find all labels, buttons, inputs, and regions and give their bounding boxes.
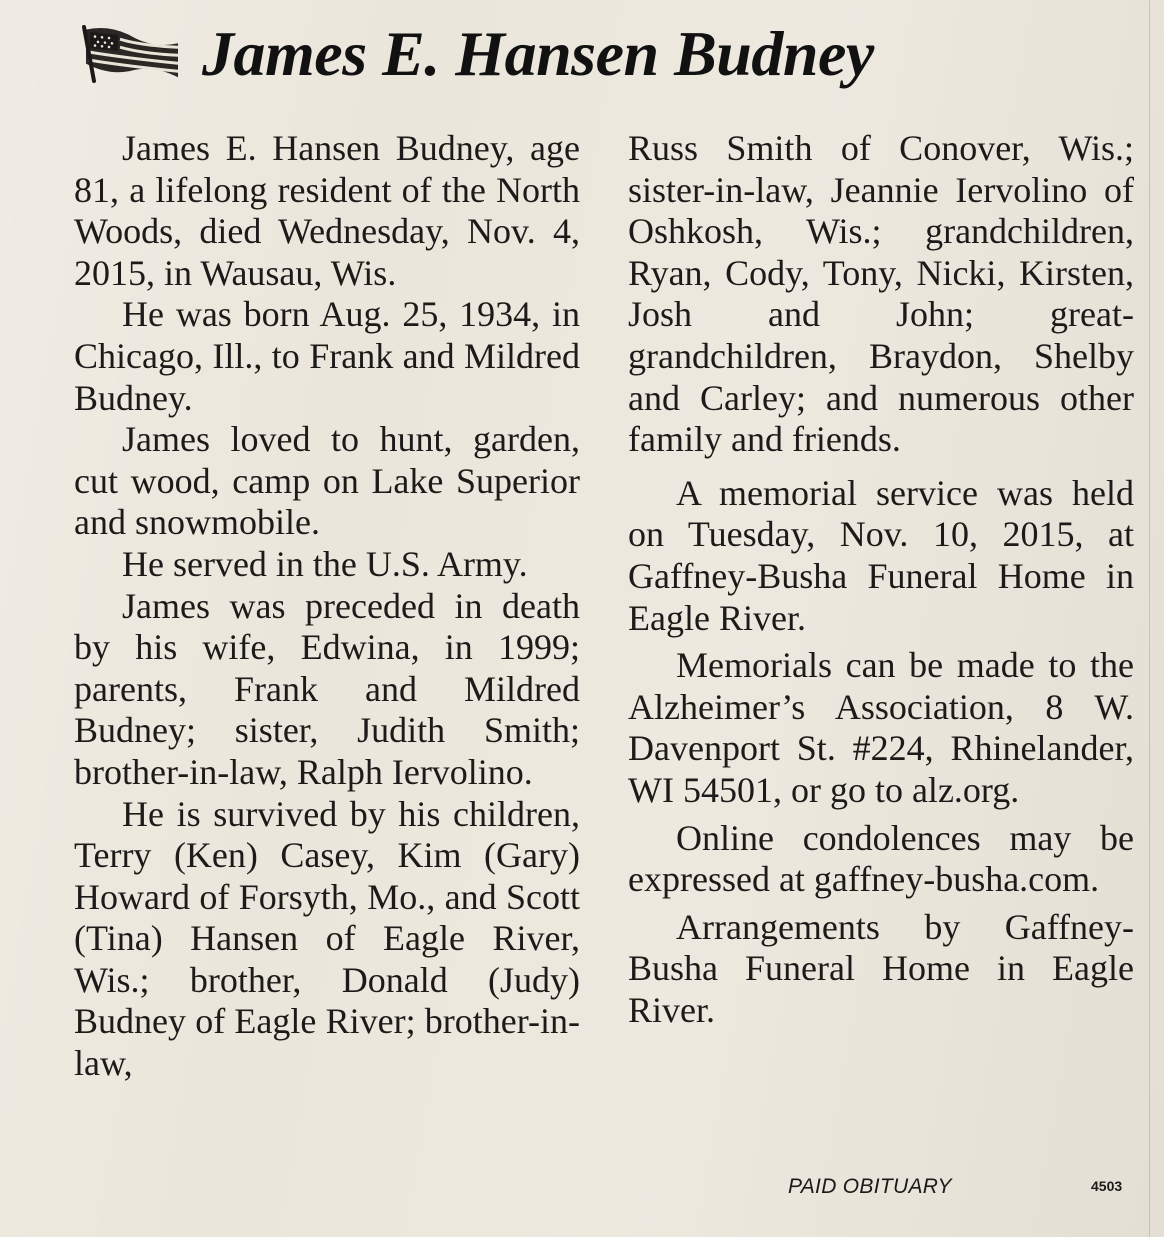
paragraph-death-notice: James E. Hansen Budney, age 81, a lifelong resident of the North Woods, died Wednesday, Nov. 4, 2015, in Wausau, Wis. [74, 128, 580, 293]
column-edge-line [1149, 0, 1150, 1237]
paragraph-condolences: Online condolences may be expressed at gaffney-busha.com. [628, 817, 1134, 900]
american-flag-icon [80, 23, 184, 85]
right-column [628, 128, 1134, 1031]
obituary-title: James E. Hansen Budney [202, 18, 874, 89]
paragraph-survived: He is survived by his children, Terry (Ken) Casey, Kim (Gary) Howard of Forsyth, Mo., and Scott (Tina) Hansen of Eagle River, Wis.; brother, Donald (Judy) Budney of Eagle River; brother-in-law, [74, 793, 580, 1084]
left-column [74, 128, 580, 1085]
ad-code: 4503 [1091, 1178, 1123, 1194]
paid-obituary-label: PAID OBITUARY [788, 1175, 952, 1198]
paragraph-arrangements: Arrangements by Gaffney-Busha Funeral Home in Eagle River. [628, 906, 1134, 1030]
paragraph-hobbies: James loved to hunt, garden, cut wood, camp on Lake Superior and snowmobile. [74, 419, 580, 543]
paragraph-survived-continued: Russ Smith of Conover, Wis.; sister-in-law, Jeannie Iervolino of Oshkosh, Wis.; grandchildren, Ryan, Cody, Tony, Nicki, Kirsten, Josh and John; great-grandchildren, Braydon, Shelby and Carley; and numerous other family and friends. [628, 128, 1134, 460]
obituary-header [80, 14, 874, 94]
paragraph-preceded: James was preceded in death by his wife, Edwina, in 1999; parents, Frank and Mildred Budney; sister, Judith Smith; brother-in-law, Ralph Iervolino. [74, 585, 580, 792]
paragraph-memorials: Memorials can be made to the Alzheimer’s Association, 8 W. Davenport St. #224, Rhinelander, WI 54501, or go to alz.org. [628, 645, 1134, 810]
paragraph-military: He served in the U.S. Army. [122, 543, 528, 584]
paragraph-birth: He was born Aug. 25, 1934, in Chicago, Ill., to Frank and Mildred Budney. [74, 294, 580, 418]
paragraph-memorial-service: A memorial service was held on Tuesday, Nov. 10, 2015, at Gaffney-Busha Funeral Home in Eagle River. [628, 472, 1134, 638]
